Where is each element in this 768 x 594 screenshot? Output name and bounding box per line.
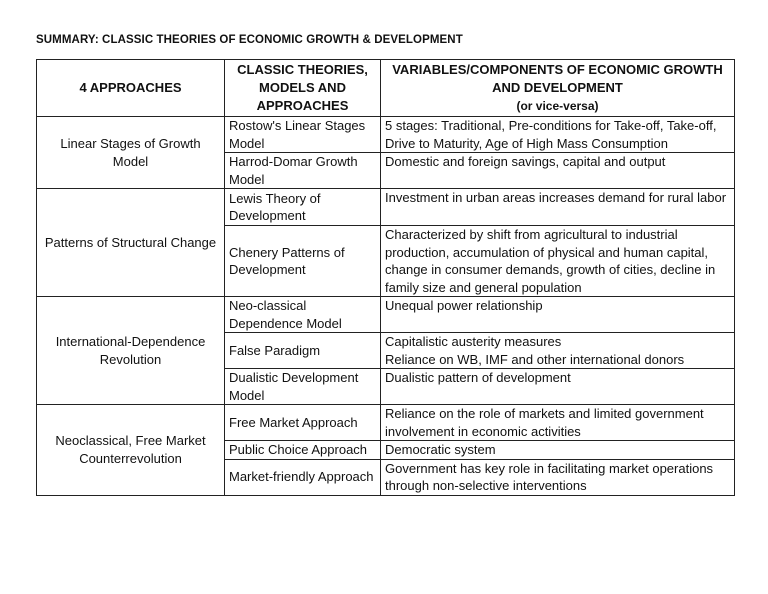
variables-cell: Dualistic pattern of development	[381, 369, 735, 405]
variables-cell: Domestic and foreign savings, capital and output	[381, 153, 735, 189]
variables-cell: Investment in urban areas increases demand for rural labor	[381, 189, 735, 226]
header-approaches: 4 APPROACHES	[37, 60, 225, 117]
approach-cell: Linear Stages of Growth Model	[37, 117, 225, 189]
theory-cell: Lewis Theory of Development	[225, 189, 381, 226]
theory-cell: Rostow's Linear Stages Model	[225, 117, 381, 153]
theory-cell: Free Market Approach	[225, 405, 381, 441]
variables-cell: Characterized by shift from agricultural to industrial production, accumulation of physical and human capital, change in consumer demands, growth of cities, decline in family size and general population	[381, 226, 735, 297]
header-theories: CLASSIC THEORIES, MODELS AND APPROACHES	[225, 60, 381, 117]
approach-cell: Patterns of Structural Change	[37, 189, 225, 297]
theory-cell: Public Choice Approach	[225, 441, 381, 460]
theory-cell: Harrod-Domar Growth Model	[225, 153, 381, 189]
table-row	[37, 297, 735, 333]
variables-cell	[381, 333, 735, 369]
variables-line: Capitalistic austerity measures	[385, 334, 562, 349]
header-variables	[381, 60, 735, 117]
summary-table	[36, 59, 735, 496]
table-row	[37, 117, 735, 153]
header-variables-label: VARIABLES/COMPONENTS OF ECONOMIC GROWTH AND DEVELOPMENT	[392, 62, 723, 95]
header-row	[37, 60, 735, 117]
theory-cell: Chenery Patterns of Development	[225, 226, 381, 297]
variables-cell: Government has key role in facilitating market operations through non-selective interventions	[381, 459, 735, 495]
variables-cell: Reliance on the role of markets and limited government involvement in economic activities	[381, 405, 735, 441]
theory-cell: Dualistic Development Model	[225, 369, 381, 405]
variables-cell: 5 stages: Traditional, Pre-conditions for Take-off, Take-off, Drive to Maturity, Age of High Mass Consumption	[381, 117, 735, 153]
table-row	[37, 405, 735, 441]
variables-line: Reliance on WB, IMF and other international donors	[385, 351, 685, 367]
theory-cell: False Paradigm	[225, 333, 381, 369]
document-title: SUMMARY: CLASSIC THEORIES OF ECONOMIC GROWTH & DEVELOPMENT	[36, 34, 463, 46]
theory-cell: Market-friendly Approach	[225, 459, 381, 495]
theory-cell: Neo-classical Dependence Model	[225, 297, 381, 333]
approach-cell: Neoclassical, Free Market Counterrevolution	[37, 405, 225, 496]
table-row	[37, 189, 735, 226]
header-variables-sub: (or vice-versa)	[516, 99, 599, 113]
approach-cell: International-Dependence Revolution	[37, 297, 225, 405]
variables-cell: Democratic system	[381, 441, 735, 460]
variables-cell: Unequal power relationship	[381, 297, 735, 333]
